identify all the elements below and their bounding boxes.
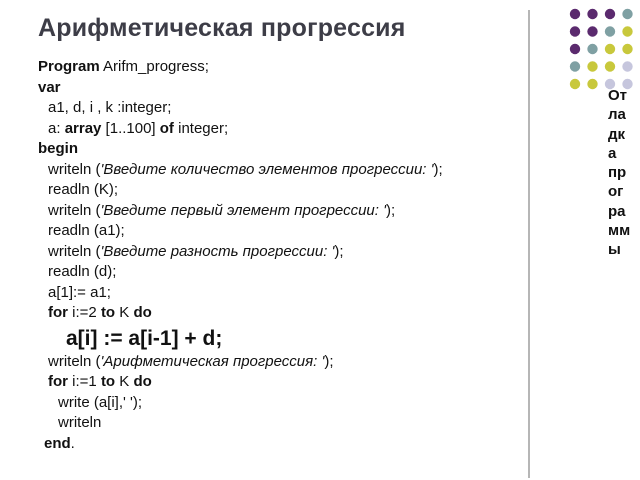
keyword: array <box>64 119 102 137</box>
decorative-dot <box>570 61 580 71</box>
keyword: to <box>100 373 116 390</box>
string-literal: 'Введите разность прогрессии: ' <box>100 242 335 260</box>
code-line-14 <box>38 324 443 352</box>
code-text: i:=1 <box>68 373 101 390</box>
decorative-dot <box>587 61 597 71</box>
keyword: for <box>48 373 68 390</box>
code-text: i:=2 <box>68 304 101 321</box>
side-label-part: ра <box>608 202 626 220</box>
keyword: end <box>44 434 71 452</box>
code-line-18 <box>38 413 443 434</box>
code-text: a1, d, i , k :integer; <box>48 99 172 116</box>
decorative-dot <box>587 44 597 54</box>
slide-title: Арифметическая прогрессия <box>38 14 406 42</box>
code-text: readln (d); <box>48 263 117 280</box>
decorative-dot <box>570 79 580 89</box>
decorative-dot <box>605 26 615 36</box>
side-label-part: пр <box>608 164 627 182</box>
side-label-part: От <box>608 87 628 104</box>
decorative-dot <box>622 44 632 54</box>
code-text: . <box>70 434 75 452</box>
decorative-dot <box>587 26 597 36</box>
code-text: writeln <box>58 414 102 431</box>
decorative-dot <box>605 61 615 71</box>
code-text: readln (a1); <box>48 222 125 239</box>
string-literal: 'Арифметическая прогрессия: ' <box>100 352 325 370</box>
keyword: Program <box>38 58 100 75</box>
side-label-part: ы <box>608 241 621 259</box>
code-line-5 <box>38 139 443 160</box>
code-text: a[1]:= a1; <box>48 283 111 301</box>
code-text: integer; <box>173 119 229 137</box>
code-listing <box>38 57 443 454</box>
keyword: to <box>100 304 116 321</box>
code-line-17 <box>38 393 443 414</box>
code-line-13 <box>38 303 443 324</box>
keyword: do <box>133 304 152 321</box>
decorative-dot <box>622 26 632 36</box>
code-text: ); <box>334 242 344 260</box>
code-line-9 <box>38 221 443 242</box>
code-text: writeln ( <box>48 352 101 370</box>
code-line-16 <box>38 372 443 393</box>
code-line-7 <box>38 180 443 201</box>
code-text: ); <box>324 352 334 370</box>
side-label-part: дк <box>608 125 626 143</box>
decorative-dot-grid <box>0 0 640 110</box>
code-text: K <box>115 304 134 321</box>
side-label-part: мм <box>608 222 631 240</box>
code-text: ); <box>385 201 396 219</box>
decorative-dot <box>570 44 580 54</box>
decorative-dot <box>605 44 615 54</box>
code-text: [1..100] <box>101 119 160 137</box>
side-label-part: а <box>608 144 617 162</box>
code-line-15 <box>38 352 443 373</box>
side-label-part: ла <box>608 106 626 124</box>
code-line-8 <box>38 201 443 222</box>
keyword: begin <box>38 140 78 157</box>
code-text: writeln ( <box>48 160 101 178</box>
code-line-19 <box>38 434 443 455</box>
code-line-12 <box>38 283 443 304</box>
side-label-part: ог <box>608 183 624 201</box>
code-text: a: <box>48 119 65 137</box>
code-line-6 <box>38 160 443 181</box>
decorative-dot <box>605 9 615 19</box>
code-text: ); <box>433 160 443 178</box>
decorative-dot <box>622 61 632 71</box>
side-label <box>608 86 638 260</box>
decorative-dot <box>587 9 597 19</box>
code-text: readln (K); <box>48 181 119 198</box>
string-literal: 'Введите первый элемент прогрессии: ' <box>100 201 386 219</box>
decorative-dot <box>587 79 597 89</box>
decorative-dot <box>570 26 580 36</box>
code-text: writeln ( <box>48 242 101 260</box>
code-text: Arifm_progress; <box>99 58 209 75</box>
decorative-dot <box>622 9 632 19</box>
code-line-11 <box>38 262 443 283</box>
code-text-emphasized: a[i] := a[i-1] + d; <box>66 326 223 350</box>
decorative-dot <box>570 9 580 19</box>
code-text: writeln ( <box>48 201 101 219</box>
keyword: do <box>133 373 152 390</box>
code-text: write (a[i],' '); <box>58 393 143 411</box>
keyword: var <box>38 78 61 96</box>
keyword: for <box>48 304 68 321</box>
keyword: of <box>159 119 174 137</box>
code-line-10 <box>38 242 443 263</box>
string-literal: 'Введите количество элементов прогрессии: ' <box>100 160 434 178</box>
code-line-4 <box>38 119 443 140</box>
code-text: K <box>115 373 134 390</box>
